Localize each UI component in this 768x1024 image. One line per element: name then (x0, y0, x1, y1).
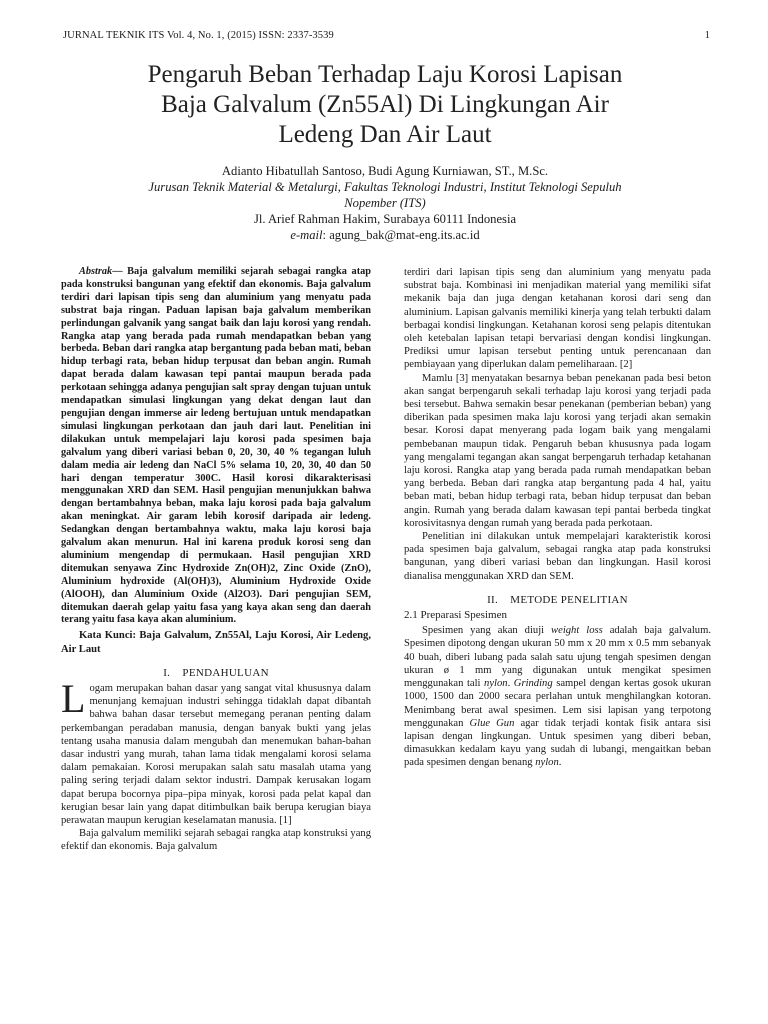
intro-paragraph-4: Penelitian ini dilakukan untuk mempelajari karakteristik korosi pada spesimen baja galvalum, sebagai rangka atap pada konstruksi bangunan, yang diberi variasi beban dan lingkungan. Hasil korosi dianalisa menggunakan XRD dan SEM. (404, 531, 711, 582)
abstract-label: Abstrak (79, 266, 113, 277)
email-line (80, 227, 690, 243)
term-nylon-2: nylon (535, 757, 559, 769)
methods-text-e: agar tidak terjadi kontak fisik antara sisi lapisan dengan lingkungan. Untuk spesimen yang diberi beban, dimasukkan kedalam kayu yang sudah di lubangi, mengaitkan beban pada spesimen dengan benang (404, 717, 711, 769)
paper-title (90, 60, 680, 150)
running-header (63, 30, 710, 41)
title-line-1: Pengaruh Beban Terhadap Laju Korosi Lapisan (147, 61, 623, 88)
methods-text-f: . (558, 757, 562, 769)
address: Jl. Arief Rahman Hakim, Surabaya 60111 Indonesia (253, 212, 517, 226)
abstract (61, 266, 371, 627)
left-column (61, 266, 371, 854)
methods-paragraph-1 (404, 624, 711, 769)
author-block (80, 163, 690, 243)
drop-cap: L (61, 675, 86, 721)
intro-paragraph-2-continued: terdiri dari lapisan tipis seng dan aluminium yang menyatu pada substrat baja. Kombinasi ini menjadikan material yang memiliki sifat mekanik baja dan juga dengan ketahanan korosi dari seng dan aluminium. Lapisan galvanis memiliki kinerja yang telah terbukti dalam berbagai kondisi lingkungan. Ketahanan korosi seng pelapis ditentukan oleh ketebalan lapisan tetapi bervariasi dengan kondisi lingkungan. Prediksi umur lapisan tersebut penting untuk perencanaan dan pembiayaan yang diperlukan dalam pemeliharaan. [2] (404, 267, 711, 371)
affiliation-line-1: Jurusan Teknik Material & Metalurgi, Fakultas Teknologi Industri, Institut Teknologi Sepuluh (148, 180, 622, 194)
intro-paragraph-1 (61, 675, 371, 827)
email-label: e-mail (290, 228, 323, 242)
author-names: Adianto Hibatullah Santoso, Budi Agung Kurniawan, ST., M.Sc. (221, 164, 549, 178)
intro-p1-text: ogam merupakan bahan dasar yang sangat vital khususnya dalam menunjang kemajuan industri sehingga tidaklah dapat dibantah bahwa bahan dasar tersebut memegang peranan penting dalam perkembangan peradaban manusia, dengan banyak bukti yang jelas tentang usaha manusia dalam mengubah dan menemukan bahan-bahan dasar industri yang murah, tahan lama tidak mengalami korosi selama dalam pemakaian. Korosi merupakan salah satu masalah utama yang paling sering terjadi dalam sektor industri. Dampak kerusakan logam dapat berupa bocornya pipa–pipa minyak, korosi pada pelat kapal dan kerugian besar lain yang dapat ditimbulkan baik berupa kerugian biaya perawatan maupun kerugian keselamatan manusia. [1] (61, 682, 371, 827)
intro-paragraph-2: Baja galvalum memiliki sejarah sebagai rangka atap konstruksi yang efektif dan ekonomis. Baja galvalum (61, 828, 371, 853)
journal-citation: JURNAL TEKNIK ITS Vol. 4, No. 1, (2015) ISSN: 2337-3539 (63, 30, 334, 41)
methods-text-c: . (507, 678, 514, 690)
section-heading-methods: II. METODE PENELITIAN (487, 593, 628, 606)
abstract-dash: — (112, 266, 123, 277)
section-heading-intro: I. PENDAHULUAN (163, 666, 269, 679)
term-grinding: Grinding (513, 678, 553, 690)
email-address[interactable]: : agung_bak@mat-eng.its.ac.id (322, 228, 480, 242)
term-nylon: nylon (484, 678, 508, 690)
term-weight-loss: weight loss (551, 625, 603, 637)
right-column (404, 266, 711, 770)
abstract-text: Baja galvalum memiliki sejarah sebagai rangka atap pada konstruksi bangunan yang efektif dan ekonomis. Baja galvalum terdiri dari lapisan tipis seng dan aluminium yang menyatu pada substrat baja ringan. Paduan lapisan baja galvalum memberikan perlindungan galvanik yang sangat baik dan laju korosi yang rendah. Rangka atap yang berada pada rumah mendapatkan beban yang berbeda. Beban dari rangka atap bergantung pada beban mati, beban hidup terbagi rata, beban hidup terpusat dan beban angin. Rumah dapat berada dalam kawasan tepi pantai maupun berada pada perkotaan sehingga adanya pengujian salt spray dengan tujuan untuk mendapatkan simulasi lingkungan yang dekat dengan laut dan pengujian dengan immerse air ledeng bertujuan untuk mendapatkan simulasi lingkungan perkotaan dan jauh dari laut. Penelitian ini dilakukan untuk mempelajari laju korosi pada spesimen baja galvalum yang diberi variasi beban 0, 20, 30, 40 % tegangan luluh dalam media air ledeng dan NaCl 5% selama 10, 20, 30, 40 dan 50 hari dengan temperatur 300C. Hasil korosi dikarakterisasi menggunakan XRD dan SEM. Hasil pengujian menunjukkan bahwa dengan bertambahnya beban, maka laju korosi pada baja galvalum akan meningkat. Air garam lebih korosif daripada air ledeng. Sedangkan dengan bertambahnya waktu, maka laju korosi baja galvalum akan menurun. Hal ini karena produk korosi seng dan aluminium mengendap di permukaan. Hasil pengujian XRD ditemukan senyawa Zinc Hydroxide Zn(OH)2, Zinc Oxide (ZnO), Aluminium hydroxide (Al(OH)3), Aluminium Hydroxide Oxide (AlOOH), dan Aluminium Oxide (Al2O3). Dari pengujian SEM, ditemukan daerah gelap yaitu fasa yang kaya akan seng dan daerah terang yaitu fasa kaya akan aluminium. (61, 266, 371, 626)
methods-text-a: Spesimen yang akan diuji (422, 625, 552, 637)
intro-paragraph-3: Mamlu [3] menyatakan besarnya beban penekanan pada besi beton akan sangat berpengaruh sekali terhadap laju korosi yang terjadi pada besi tersebut. Bahwa semakin besar penekanan (pemberian beban) yang diberikan pada spesimen maka laju korosi yang terjadi akan semakin besar. Korosi dapat menyerang pada logam baik yang mengalami pembebanan maupun tidak. Pengaruh beban khususnya pada logam yang mengalami tegangan akan sangat berpengaruh terhadap ketahanan laju korosi. Rangka atap yang berada pada rumah mendapatkan beban yang berbeda. Beban dari rangka atap bergantung pada 4 hal, yaitu beban mati, beban hidup terbagi rata, beban hidup terpusat dan beban angin. Rumah yang berada dalam kawasan tepi pantai berbeda tingkat korosivitasnya dengan rumah yang berada pada perkotaan. (404, 372, 711, 529)
methods-text-b: adalah baja galvalum. Spesimen dipotong dengan ukuran 50 mm x 20 mm x 0.5 mm sebanyak 40 buah, diberi lubang pada salah satu ujung tengah spesimen dengan ukuran ø 1 mm yang digunakan untuk mengikat spesimen menggunakan tali (404, 625, 711, 690)
subsection-heading: 2.1 Preparasi Spesimen (404, 609, 507, 622)
title-line-2: Baja Galvalum (Zn55Al) Di Lingkungan Air (161, 91, 609, 118)
keywords: Kata Kunci: Baja Galvalum, Zn55Al, Laju Korosi, Air Ledeng, Air Laut (61, 630, 371, 655)
affiliation-line-2: Nopember (ITS) (344, 196, 426, 210)
methods-text-d: sampel dengan kertas gosok ukuran 1000, 1500 dan 2000 secara perlahan untuk menghilangkan kotoran. Menimbang berat awal spesimen. Lem sisi lapisan yang terpotong menggunakan (404, 678, 711, 729)
page-number: 1 (704, 30, 710, 41)
title-line-3: Ledeng Dan Air Laut (278, 121, 492, 148)
term-glue-gun: Glue Gun (469, 717, 515, 729)
